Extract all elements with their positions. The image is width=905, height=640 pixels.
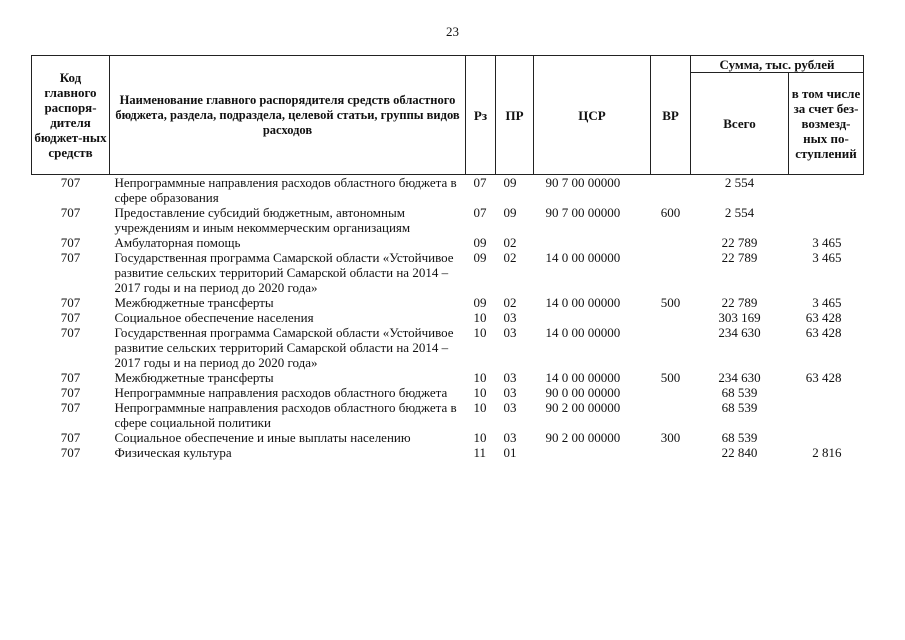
cell-total: 303 169 [718, 310, 761, 325]
cell-csr: 90 7 00 00000 [545, 205, 621, 220]
cell-rz: 10 [473, 385, 487, 400]
cell-pr: 02 [503, 250, 517, 265]
cell-name: Непрограммные направления расходов областного бюджета в сфере социальной политики [114, 400, 457, 430]
header-csr: ЦСР [534, 56, 651, 175]
cell-rz: 10 [473, 370, 487, 385]
cell-kod: 707 [60, 175, 81, 190]
cell-csr: 14 0 00 00000 [545, 325, 621, 340]
cell-rz: 10 [473, 430, 487, 445]
header-kod: Код главного распоря-дителя бюджет-ных средств [32, 56, 110, 175]
table-row [32, 175, 864, 206]
cell-pr: 03 [503, 370, 517, 385]
cell-vr: 300 [660, 430, 681, 445]
cell-total: 68 539 [721, 400, 758, 415]
table-row [32, 400, 864, 430]
cell-pr: 02 [503, 295, 517, 310]
cell-total: 68 539 [721, 385, 758, 400]
cell-name: Социальное обеспечение и иные выплаты населению [114, 430, 411, 445]
cell-name: Государственная программа Самарской области «Устойчивое развитие сельских территорий Самарской области на 2014 – 2017 годы и на период до 2020 года» [114, 325, 454, 370]
cell-name: Предоставление субсидий бюджетным, автономным учреждениям и иным некоммерческим организациям [114, 205, 411, 235]
cell-free [789, 385, 864, 400]
cell-vr: 600 [660, 205, 681, 220]
cell-name: Государственная программа Самарской области «Устойчивое развитие сельских территорий Самарской области на 2014 – 2017 годы и на период до 2020 года» [114, 250, 454, 295]
cell-name: Межбюджетные трансферты [114, 370, 274, 385]
table-header [32, 56, 864, 175]
table-row [32, 235, 864, 250]
cell-kod: 707 [60, 235, 81, 250]
cell-free [789, 175, 864, 206]
cell-rz: 09 [473, 235, 487, 250]
table-body [32, 175, 864, 461]
cell-total: 68 539 [721, 430, 758, 445]
header-pr: ПР [496, 56, 534, 175]
cell-rz: 10 [473, 310, 487, 325]
table-row [32, 445, 864, 460]
cell-total: 22 840 [721, 445, 758, 460]
cell-csr: 90 2 00 00000 [545, 400, 621, 415]
cell-csr: 14 0 00 00000 [545, 250, 621, 265]
table-row [32, 310, 864, 325]
cell-csr [534, 235, 651, 250]
cell-pr: 01 [503, 445, 517, 460]
cell-kod: 707 [60, 205, 81, 220]
cell-rz: 10 [473, 400, 487, 415]
cell-free: 3 465 [812, 295, 842, 310]
budget-table [31, 55, 864, 460]
cell-pr: 09 [503, 205, 517, 220]
cell-vr [651, 235, 691, 250]
page-number: 23 [446, 24, 459, 39]
header-rz: Рз [466, 56, 496, 175]
cell-total: 234 630 [718, 325, 761, 340]
cell-name: Социальное обеспечение населения [114, 310, 314, 325]
cell-rz: 07 [473, 205, 487, 220]
header-total: Всего [691, 73, 789, 175]
cell-vr [651, 385, 691, 400]
cell-vr [651, 310, 691, 325]
cell-name: Физическая культура [114, 445, 232, 460]
cell-csr: 14 0 00 00000 [545, 370, 621, 385]
table-row [32, 385, 864, 400]
cell-free: 63 428 [805, 370, 842, 385]
cell-vr: 500 [660, 295, 681, 310]
table-row [32, 430, 864, 445]
cell-kod: 707 [60, 445, 81, 460]
cell-rz: 07 [473, 175, 487, 190]
header-vr: ВР [651, 56, 691, 175]
cell-vr [651, 175, 691, 206]
cell-vr [651, 325, 691, 370]
cell-vr [651, 250, 691, 295]
cell-total: 22 789 [721, 295, 758, 310]
cell-kod: 707 [60, 385, 81, 400]
cell-free: 63 428 [805, 310, 842, 325]
cell-name: Непрограммные направления расходов областного бюджета в сфере образования [114, 175, 457, 205]
table-row [32, 325, 864, 370]
cell-kod: 707 [60, 400, 81, 415]
cell-pr: 03 [503, 400, 517, 415]
cell-free: 63 428 [805, 325, 842, 340]
cell-pr: 03 [503, 430, 517, 445]
cell-pr: 09 [503, 175, 517, 190]
cell-csr [534, 310, 651, 325]
cell-vr: 500 [660, 370, 681, 385]
header-name: Наименование главного распорядителя средств областного бюджета, раздела, подраздела, целевой статьи, группы видов расходов [110, 56, 466, 175]
cell-name: Непрограммные направления расходов областного бюджета [114, 385, 448, 400]
table-row [32, 295, 864, 310]
table-row [32, 250, 864, 295]
cell-csr: 90 7 00 00000 [545, 175, 621, 190]
cell-pr: 03 [503, 325, 517, 340]
cell-csr: 90 2 00 00000 [545, 430, 621, 445]
header-free: в том числе за счет без-возмезд-ных по-ступлений [789, 73, 864, 175]
cell-free [789, 430, 864, 445]
cell-name: Амбулаторная помощь [114, 235, 241, 250]
table-row [32, 205, 864, 235]
cell-kod: 707 [60, 370, 81, 385]
cell-csr: 90 0 00 00000 [545, 385, 621, 400]
table-row [32, 370, 864, 385]
header-sum: Сумма, тыс. рублей [691, 56, 864, 73]
cell-csr [534, 445, 651, 460]
cell-kod: 707 [60, 325, 81, 340]
cell-kod: 707 [60, 250, 81, 265]
cell-pr: 03 [503, 310, 517, 325]
cell-free [789, 205, 864, 235]
cell-vr [651, 445, 691, 460]
cell-csr: 14 0 00 00000 [545, 295, 621, 310]
cell-total: 234 630 [718, 370, 761, 385]
cell-total: 2 554 [724, 175, 755, 190]
cell-kod: 707 [60, 430, 81, 445]
cell-name: Межбюджетные трансферты [114, 295, 274, 310]
cell-total: 22 789 [721, 250, 758, 265]
cell-vr [651, 400, 691, 430]
cell-pr: 03 [503, 385, 517, 400]
cell-kod: 707 [60, 295, 81, 310]
cell-rz: 09 [473, 295, 487, 310]
cell-free [789, 400, 864, 430]
cell-free: 3 465 [812, 235, 842, 250]
cell-free: 3 465 [812, 250, 842, 265]
cell-rz: 09 [473, 250, 487, 265]
cell-total: 22 789 [721, 235, 758, 250]
cell-kod: 707 [60, 310, 81, 325]
cell-rz: 10 [473, 325, 487, 340]
cell-free: 2 816 [812, 445, 842, 460]
cell-rz: 11 [473, 445, 487, 460]
cell-pr: 02 [503, 235, 517, 250]
cell-total: 2 554 [724, 205, 755, 220]
